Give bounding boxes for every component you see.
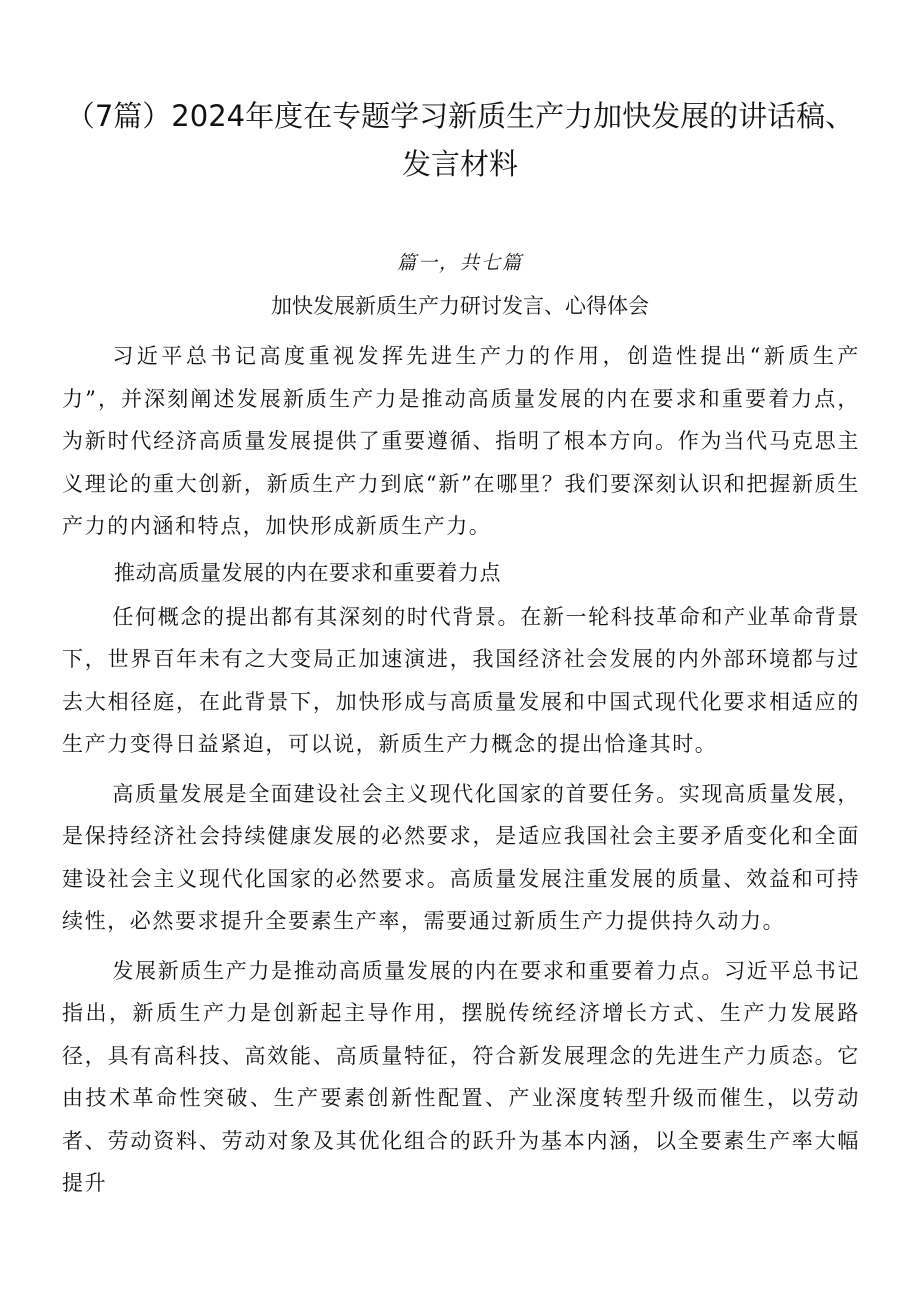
section-title: 加快发展新质生产力研讨发言、心得体会: [271, 294, 649, 318]
document-title: （7篇）2024年度在专题学习新质生产力加快发展的讲话稿、发言材料: [65, 99, 855, 181]
subheading: 推动高质量发展的内在要求和重要着力点: [114, 560, 501, 585]
document-body: [62, 335, 860, 1205]
paragraph-background: 任何概念的提出都有其深刻的时代背景。在新一轮科技革命和产业革命背景下，世界百年未有之大变局正加速演进，我国经济社会发展的内外部环境都与过去大相径庭，在此背景下，加快形成与高质量发展和中国式现代化要求相适应的生产力变得日益紧迫，可以说，新质生产力概念的提出恰逢其时。: [62, 604, 860, 756]
paragraph-high-quality-development: 高质量发展是全面建设社会主义现代化国家的首要任务。实现高质量发展，是保持经济社会持续健康发展的必然要求，是适应我国社会主要矛盾变化和全面建设社会主义现代化国家的必然要求。高质量发展注重发展的质量、效益和可持续性，必然要求提升全要素生产率，需要通过新质生产力提供持久动力。: [62, 781, 860, 933]
paragraph-intro: 习近平总书记高度重视发挥先进生产力的作用，创造性提出“新质生产力”，并深刻阐述发展新质生产力是推动高质量发展的内在要求和重要着力点，为新时代经济高质量发展提供了重要遵循、指明了根本方向。作为当代马克思主义理论的重大创新，新质生产力到底“新”在哪里？我们要深刻认识和把握新质生产力的内涵和特点，加快形成新质生产力。: [62, 344, 860, 538]
paragraph-new-productive-forces: 发展新质生产力是推动高质量发展的内在要求和重要着力点。习近平总书记指出，新质生产力是创新起主导作用，摆脱传统经济增长方式、生产力发展路径，具有高科技、高效能、高质量特征，符合新发展理念的先进生产力质态。它由技术革命性突破、生产要素创新性配置、产业深度转型升级而催生，以劳动者、劳动资料、劳动对象及其优化组合的跃升为基本内涵，以全要素生产率大幅提升: [62, 958, 860, 1195]
section-label: 篇一，共七篇: [396, 252, 523, 274]
